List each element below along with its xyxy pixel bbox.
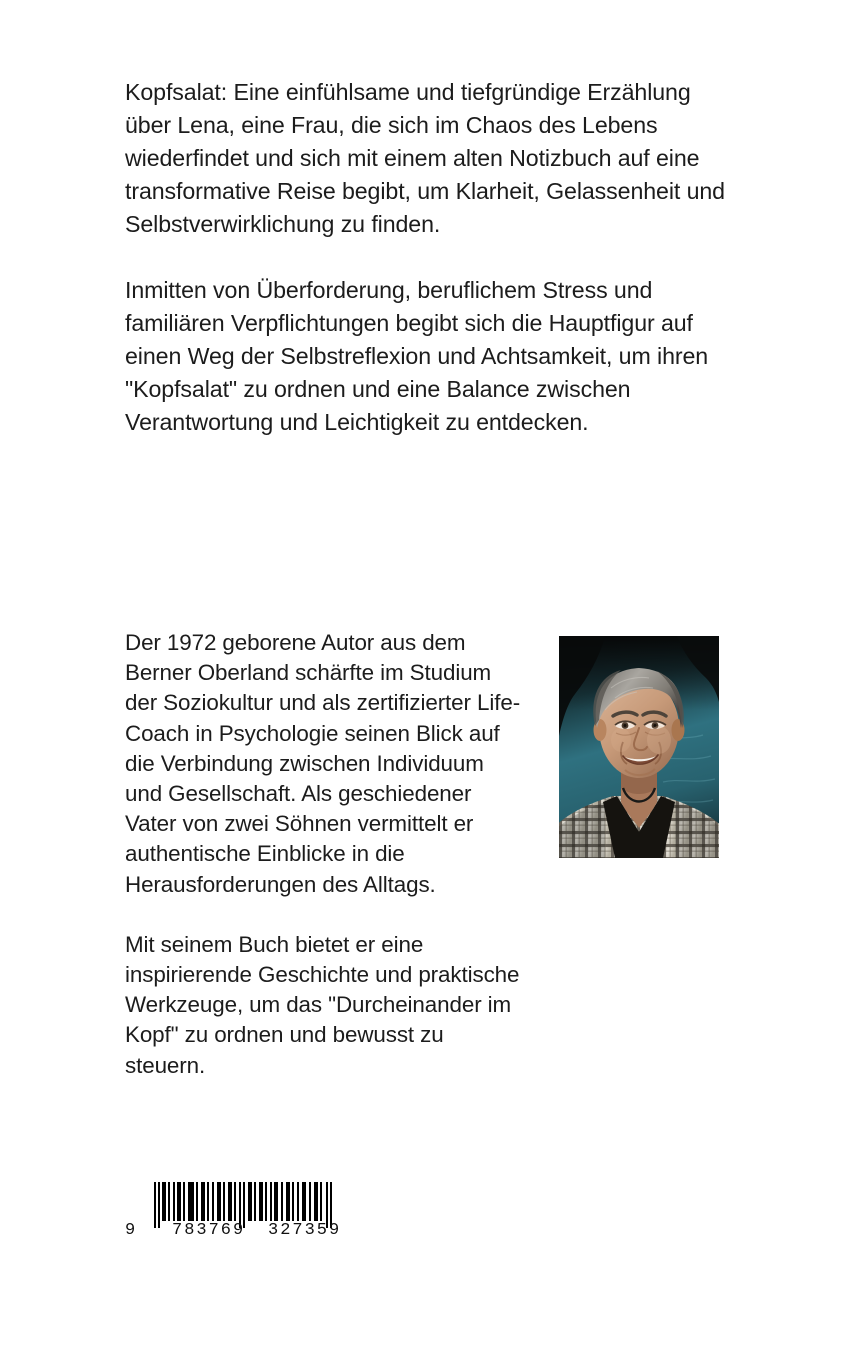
author-paragraph-2: Mit seinem Buch bietet er eine inspirierende Geschichte und praktische Werkzeuge, um das "Durcheinander im Kopf" zu ordnen und bewusst zu steuern. [125, 931, 520, 1078]
barcode-lead-digit: 9 [125, 1221, 136, 1240]
blurb-paragraph-1: Kopfsalat: Eine einfühlsame und tiefgründige Erzählung über Lena, eine Frau, die sich im Chaos des Lebens wiederfindet und sich mit einem alten Notizbuch auf eine transformative Reise begibt, um Klarheit, Gelassenheit und Selbstverwirklichung zu finden. [125, 79, 725, 237]
author-paragraph-1: Der 1972 geborene Autor aus dem Berner Oberland schärfte im Studium der Soziokultur und als zertifizierter Life-Coach in Psychologie seinen Blick auf die Verbindung zwischen Individuum und Gesellschaft. Als geschiedener Vater von zwei Söhnen vermittelt er authentische Einblicke in die Herausforderungen des Alltags. [125, 630, 521, 897]
barcode-digits-left: 783769 [172, 1221, 246, 1240]
author-bio-text [125, 628, 525, 1081]
author-portrait-photo [559, 636, 719, 858]
isbn-barcode [125, 1182, 345, 1246]
author-portrait-illustration [559, 636, 719, 858]
barcode-digits-right: 327359 [268, 1221, 342, 1240]
blurb-block [125, 76, 729, 439]
author-section [125, 628, 729, 1081]
blurb-paragraph-2: Inmitten von Überforderung, beruflichem Stress und familiären Verpflichtungen begibt sich die Hauptfigur auf einen Weg der Selbstreflexion und Achtsamkeit, um ihren "Kopfsalat" zu ordnen und eine Balance zwischen Verantwortung und Leichtigkeit zu entdecken. [125, 277, 709, 435]
